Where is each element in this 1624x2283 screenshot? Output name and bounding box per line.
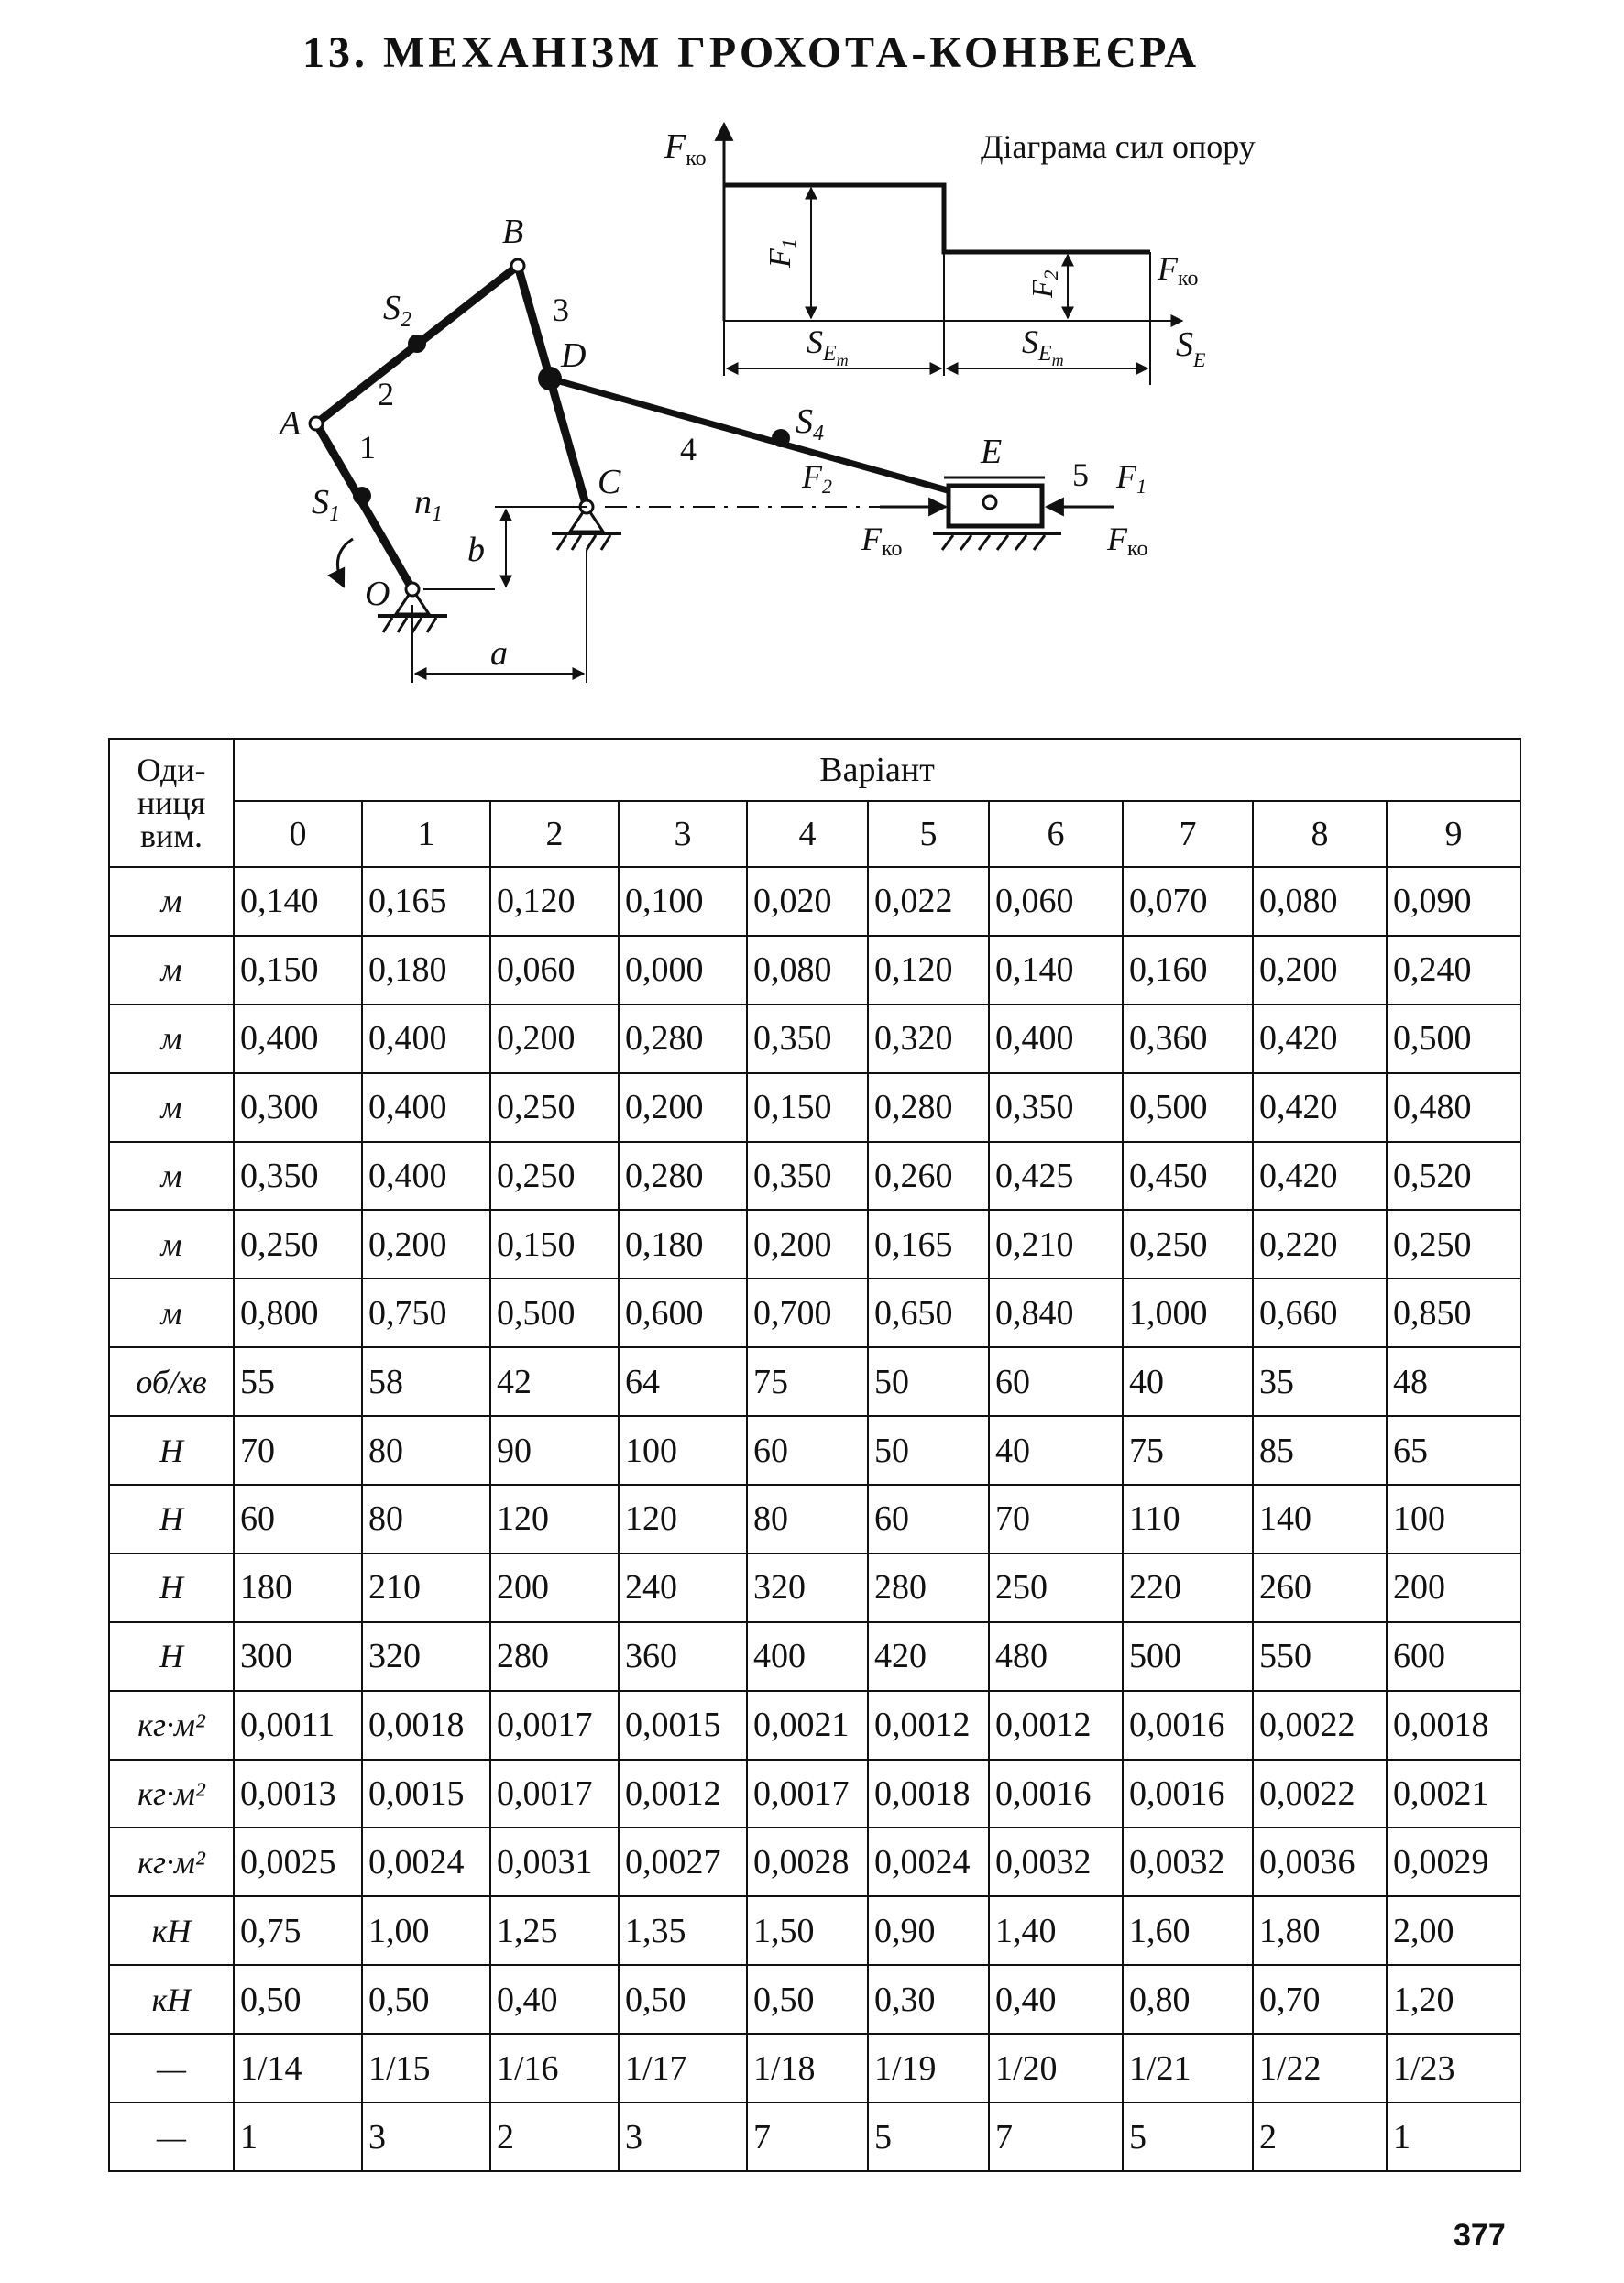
value-cell: 0,0028: [747, 1827, 868, 1896]
value-cell: 0,0032: [989, 1827, 1123, 1896]
value-cell: 0,50: [362, 1965, 490, 2034]
value-cell: 300: [234, 1622, 362, 1691]
value-cell: 1,80: [1253, 1896, 1387, 1965]
unit-cell: м: [109, 1279, 234, 1347]
variants-table: [108, 738, 1521, 2172]
value-cell: 550: [1253, 1622, 1387, 1691]
value-cell: 0,200: [1253, 936, 1387, 1004]
value-cell: 0,280: [619, 1004, 747, 1073]
table-row: [109, 1553, 1520, 1622]
unit-cell: кН: [109, 1965, 234, 2034]
unit-cell: кг·м²: [109, 1827, 234, 1896]
value-cell: 220: [1123, 1553, 1253, 1622]
value-cell: 0,70: [1253, 1965, 1387, 2034]
value-cell: 0,0015: [619, 1691, 747, 1760]
value-cell: 1,20: [1387, 1965, 1520, 2034]
value-cell: 250: [989, 1553, 1123, 1622]
value-cell: 3: [362, 2102, 490, 2171]
value-cell: 0,0018: [1387, 1691, 1520, 1760]
value-cell: 0,060: [490, 936, 619, 1004]
mass-center-S2: [408, 335, 426, 353]
label-link-3: 3: [553, 291, 569, 328]
unit-cell: м: [109, 867, 234, 936]
value-cell: 0,520: [1387, 1142, 1520, 1211]
value-cell: 60: [868, 1485, 989, 1553]
value-cell: 0,250: [1387, 1210, 1520, 1279]
value-cell: 0,400: [989, 1004, 1123, 1073]
value-cell: 0,0036: [1253, 1827, 1387, 1896]
value-cell: 0,320: [868, 1004, 989, 1073]
value-cell: 0,800: [234, 1279, 362, 1347]
value-cell: 65: [1387, 1416, 1520, 1485]
column-header: 0: [234, 801, 362, 867]
value-cell: 0,022: [868, 867, 989, 936]
value-cell: 0,0022: [1253, 1691, 1387, 1760]
value-cell: 500: [1123, 1622, 1253, 1691]
value-cell: 1/14: [234, 2034, 362, 2102]
value-cell: 0,0025: [234, 1827, 362, 1896]
value-cell: 1,00: [362, 1896, 490, 1965]
value-cell: 0,300: [234, 1073, 362, 1142]
value-cell: 260: [1253, 1553, 1387, 1622]
value-cell: 0,90: [868, 1896, 989, 1965]
column-header: 8: [1253, 801, 1387, 867]
value-cell: 60: [989, 1347, 1123, 1416]
table-row: [109, 936, 1520, 1004]
value-cell: 480: [989, 1622, 1123, 1691]
joint-A: [310, 417, 323, 430]
value-cell: 0,420: [1253, 1142, 1387, 1211]
value-cell: 0,000: [619, 936, 747, 1004]
value-cell: 2: [1253, 2102, 1387, 2171]
unit-cell: Н: [109, 1622, 234, 1691]
value-cell: 420: [868, 1622, 989, 1691]
mass-center-S4: [772, 429, 790, 447]
value-cell: 50: [868, 1347, 989, 1416]
label-slider-Fko-right: Fко: [1107, 521, 1148, 561]
value-cell: 1/21: [1123, 2034, 1253, 2102]
stroke-label-2: $S_Em$: [1022, 324, 1064, 369]
value-cell: 60: [234, 1485, 362, 1553]
value-cell: 200: [1387, 1553, 1520, 1622]
value-cell: 0,0012: [989, 1691, 1123, 1760]
value-cell: 0,50: [747, 1965, 868, 2034]
column-header: 7: [1123, 801, 1253, 867]
label-D: D: [561, 336, 587, 375]
value-cell: 1,40: [989, 1896, 1123, 1965]
value-cell: 0,140: [234, 867, 362, 936]
value-cell: 0,0032: [1123, 1827, 1253, 1896]
value-cell: 0,0017: [747, 1760, 868, 1828]
value-cell: 1,25: [490, 1896, 619, 1965]
value-cell: 360: [619, 1622, 747, 1691]
value-cell: 1,000: [1123, 1279, 1253, 1347]
value-cell: 0,090: [1387, 867, 1520, 936]
value-cell: 0,425: [989, 1142, 1123, 1211]
table-row: [109, 1142, 1520, 1211]
label-E: E: [981, 433, 1003, 471]
value-cell: 0,250: [490, 1142, 619, 1211]
value-cell: 0,50: [619, 1965, 747, 2034]
unit-cell: об/хв: [109, 1347, 234, 1416]
table-row: [109, 1279, 1520, 1347]
value-cell: 0,400: [362, 1142, 490, 1211]
value-cell: 0,200: [362, 1210, 490, 1279]
value-cell: 0,0013: [234, 1760, 362, 1828]
value-cell: 0,840: [989, 1279, 1123, 1347]
unit-cell: м: [109, 1210, 234, 1279]
value-cell: 0,060: [989, 867, 1123, 936]
label-link-1: 1: [359, 429, 376, 466]
column-header: 1: [362, 801, 490, 867]
label-B: B: [502, 213, 524, 251]
value-cell: 0,100: [619, 867, 747, 936]
value-cell: 0,150: [234, 936, 362, 1004]
unit-cell: м: [109, 1004, 234, 1073]
value-cell: 0,070: [1123, 867, 1253, 936]
value-cell: 0,750: [362, 1279, 490, 1347]
value-cell: 1/18: [747, 2034, 868, 2102]
value-cell: 2: [490, 2102, 619, 2171]
value-cell: 55: [234, 1347, 362, 1416]
variant-header: Варіант: [234, 739, 1520, 801]
table-row: [109, 1965, 1520, 2034]
value-cell: 0,420: [1253, 1073, 1387, 1142]
value-cell: 48: [1387, 1347, 1520, 1416]
column-header-row: [109, 801, 1520, 867]
value-cell: 1: [1387, 2102, 1520, 2171]
label-n1: $n_1$: [414, 483, 443, 526]
value-cell: 0,0016: [989, 1760, 1123, 1828]
value-cell: 35: [1253, 1347, 1387, 1416]
value-cell: 100: [1387, 1485, 1520, 1553]
value-cell: 0,180: [362, 936, 490, 1004]
value-cell: 1,35: [619, 1896, 747, 1965]
value-cell: 80: [362, 1416, 490, 1485]
value-cell: 0,280: [868, 1073, 989, 1142]
value-cell: 0,0031: [490, 1827, 619, 1896]
value-cell: 1/19: [868, 2034, 989, 2102]
column-header: 9: [1387, 801, 1520, 867]
value-cell: 3: [619, 2102, 747, 2171]
value-cell: 0,400: [362, 1004, 490, 1073]
value-cell: 1/17: [619, 2034, 747, 2102]
value-cell: 280: [490, 1622, 619, 1691]
table-row: [109, 867, 1520, 936]
value-cell: 0,250: [1123, 1210, 1253, 1279]
value-cell: 0,250: [490, 1073, 619, 1142]
value-cell: 0,450: [1123, 1142, 1253, 1211]
table-row: [109, 1485, 1520, 1553]
value-cell: 120: [619, 1485, 747, 1553]
value-cell: 0,280: [619, 1142, 747, 1211]
value-cell: 0,50: [234, 1965, 362, 2034]
value-cell: 0,150: [490, 1210, 619, 1279]
value-cell: 0,080: [1253, 867, 1387, 936]
value-cell: 0,0012: [619, 1760, 747, 1828]
value-cell: 140: [1253, 1485, 1387, 1553]
value-cell: 7: [747, 2102, 868, 2171]
value-cell: 0,500: [490, 1279, 619, 1347]
value-cell: 0,350: [234, 1142, 362, 1211]
value-cell: 0,200: [619, 1073, 747, 1142]
column-header: 4: [747, 801, 868, 867]
table-body: [109, 867, 1520, 2171]
table-row: [109, 1622, 1520, 1691]
value-cell: 1/22: [1253, 2034, 1387, 2102]
value-cell: 110: [1123, 1485, 1253, 1553]
value-cell: 0,360: [1123, 1004, 1253, 1073]
label-slider-F2: F2: [802, 458, 832, 498]
table-row: [109, 1760, 1520, 1828]
value-cell: 5: [868, 2102, 989, 2171]
label-S2: $S_2$: [383, 289, 411, 332]
table-row: [109, 1347, 1520, 1416]
unit-cell: кг·м²: [109, 1760, 234, 1828]
value-cell: 70: [989, 1485, 1123, 1553]
unit-cell: Н: [109, 1553, 234, 1622]
label-slider-Fko-left: Fко: [861, 521, 903, 561]
value-cell: 50: [868, 1416, 989, 1485]
value-cell: 0,150: [747, 1073, 868, 1142]
value-cell: 90: [490, 1416, 619, 1485]
table-row: [109, 1004, 1520, 1073]
value-cell: 0,480: [1387, 1073, 1520, 1142]
label-A: A: [280, 404, 302, 443]
label-link-4: 4: [680, 431, 697, 467]
value-cell: 0,850: [1387, 1279, 1520, 1347]
value-cell: 0,80: [1123, 1965, 1253, 2034]
value-cell: 0,660: [1253, 1279, 1387, 1347]
value-cell: 0,40: [989, 1965, 1123, 2034]
unit-cell: Н: [109, 1416, 234, 1485]
value-cell: 100: [619, 1416, 747, 1485]
value-cell: 600: [1387, 1622, 1520, 1691]
value-cell: 0,0018: [362, 1691, 490, 1760]
mechanism-diagram: [0, 0, 1624, 715]
joint-B: [511, 259, 524, 272]
value-cell: 0,0024: [362, 1827, 490, 1896]
value-cell: 0,420: [1253, 1004, 1387, 1073]
value-cell: 0,0012: [868, 1691, 989, 1760]
value-cell: 0,500: [1387, 1004, 1520, 1073]
value-cell: 75: [747, 1347, 868, 1416]
value-cell: 60: [747, 1416, 868, 1485]
value-cell: 0,160: [1123, 936, 1253, 1004]
value-cell: 40: [1123, 1347, 1253, 1416]
value-cell: 0,165: [868, 1210, 989, 1279]
value-cell: 0,120: [490, 867, 619, 936]
value-cell: 0,350: [747, 1004, 868, 1073]
value-cell: 0,0029: [1387, 1827, 1520, 1896]
value-cell: 85: [1253, 1416, 1387, 1485]
F1-label: F1: [763, 238, 800, 268]
value-cell: 1: [234, 2102, 362, 2171]
unit-cell: м: [109, 1073, 234, 1142]
F2-label: F2: [1026, 269, 1062, 298]
value-cell: 80: [362, 1485, 490, 1553]
value-cell: 1,60: [1123, 1896, 1253, 1965]
value-cell: 1,50: [747, 1896, 868, 1965]
value-cell: 0,0016: [1123, 1760, 1253, 1828]
value-cell: 0,0027: [619, 1827, 747, 1896]
value-cell: 0,165: [362, 867, 490, 936]
value-cell: 1/20: [989, 2034, 1123, 2102]
column-header: 2: [490, 801, 619, 867]
unit-cell: м: [109, 936, 234, 1004]
value-cell: 0,080: [747, 936, 868, 1004]
value-cell: 0,75: [234, 1896, 362, 1965]
table-row: [109, 1691, 1520, 1760]
mass-center-S1: [353, 487, 371, 505]
value-cell: 0,0024: [868, 1827, 989, 1896]
page-number: 377: [1454, 2218, 1506, 2253]
value-cell: 0,400: [362, 1073, 490, 1142]
table-row: [109, 1416, 1520, 1485]
unit-cell: кН: [109, 1896, 234, 1965]
value-cell: 1/15: [362, 2034, 490, 2102]
value-cell: 0,200: [490, 1004, 619, 1073]
value-cell: 0,240: [1387, 936, 1520, 1004]
table-row: [109, 2034, 1520, 2102]
column-header: 6: [989, 801, 1123, 867]
table-row: [109, 1210, 1520, 1279]
value-cell: 0,650: [868, 1279, 989, 1347]
stroke-axis-label: $S_E$: [1176, 325, 1206, 371]
value-cell: 180: [234, 1553, 362, 1622]
value-cell: 0,140: [989, 936, 1123, 1004]
force-axis-label: $F_{ко}$: [664, 127, 707, 170]
value-cell: 0,220: [1253, 1210, 1387, 1279]
value-cell: 240: [619, 1553, 747, 1622]
label-b: b: [467, 531, 485, 569]
value-cell: 0,0021: [747, 1691, 868, 1760]
value-cell: 80: [747, 1485, 868, 1553]
label-S4: $S_4$: [796, 402, 824, 445]
value-cell: 320: [747, 1553, 868, 1622]
value-cell: 70: [234, 1416, 362, 1485]
support-C: [552, 500, 621, 550]
rotation-arrow: [337, 539, 353, 587]
label-slider-F1: F1: [1116, 458, 1147, 498]
value-cell: 200: [490, 1553, 619, 1622]
value-cell: 210: [362, 1553, 490, 1622]
value-cell: 2,00: [1387, 1896, 1520, 1965]
value-cell: 1/23: [1387, 2034, 1520, 2102]
label-link-2: 2: [378, 376, 394, 412]
value-cell: 0,400: [234, 1004, 362, 1073]
value-cell: 0,0017: [490, 1691, 619, 1760]
value-cell: 0,0022: [1253, 1760, 1387, 1828]
value-cell: 280: [868, 1553, 989, 1622]
unit-cell: кг·м²: [109, 1691, 234, 1760]
value-cell: 0,0016: [1123, 1691, 1253, 1760]
value-cell: 42: [490, 1347, 619, 1416]
table-row: [109, 1827, 1520, 1896]
value-cell: 0,600: [619, 1279, 747, 1347]
value-cell: 0,500: [1123, 1073, 1253, 1142]
value-cell: 64: [619, 1347, 747, 1416]
value-cell: 0,0021: [1387, 1760, 1520, 1828]
value-cell: 120: [490, 1485, 619, 1553]
value-cell: 75: [1123, 1416, 1253, 1485]
unit-cell: Н: [109, 1485, 234, 1553]
unit-cell: м: [109, 1142, 234, 1211]
dimension-b: [423, 507, 587, 589]
value-cell: 0,200: [747, 1210, 868, 1279]
value-cell: 1/16: [490, 2034, 619, 2102]
joint-D: [538, 367, 562, 390]
value-cell: 7: [989, 2102, 1123, 2171]
value-cell: 320: [362, 1622, 490, 1691]
value-cell: 0,260: [868, 1142, 989, 1211]
value-cell: 40: [989, 1416, 1123, 1485]
force-diagram-title: Діаграма сил опору: [981, 128, 1256, 165]
stroke-label-1: $S_Em$: [807, 324, 849, 369]
value-cell: 0,30: [868, 1965, 989, 2034]
label-a: a: [490, 634, 508, 673]
value-cell: 0,0015: [362, 1760, 490, 1828]
label-S1: $S_1$: [312, 483, 340, 526]
table-row: [109, 1896, 1520, 1965]
value-cell: 0,0017: [490, 1760, 619, 1828]
value-cell: 400: [747, 1622, 868, 1691]
value-cell: 0,0011: [234, 1691, 362, 1760]
right-force-label: Fко: [1158, 250, 1199, 291]
label-link-5: 5: [1072, 456, 1089, 493]
label-C: C: [598, 463, 621, 501]
table-row: [109, 1073, 1520, 1142]
value-cell: 0,120: [868, 936, 989, 1004]
value-cell: 0,250: [234, 1210, 362, 1279]
value-cell: 58: [362, 1347, 490, 1416]
force-diagram: [664, 124, 1256, 385]
unit-cell: —: [109, 2034, 234, 2102]
page-title: 13. МЕХАНІЗМ ГРОХОТА-КОНВЕЄРА: [302, 28, 1201, 77]
value-cell: 5: [1123, 2102, 1253, 2171]
mechanism: [277, 213, 1147, 683]
label-O: O: [365, 575, 390, 613]
value-cell: 0,020: [747, 867, 868, 936]
value-cell: 0,210: [989, 1210, 1123, 1279]
table-row: [109, 2102, 1520, 2171]
column-header: 5: [868, 801, 989, 867]
value-cell: 0,350: [747, 1142, 868, 1211]
value-cell: 0,350: [989, 1073, 1123, 1142]
value-cell: 0,40: [490, 1965, 619, 2034]
value-cell: 0,700: [747, 1279, 868, 1347]
unit-cell: —: [109, 2102, 234, 2171]
value-cell: 0,0018: [868, 1760, 989, 1828]
column-header: 3: [619, 801, 747, 867]
value-cell: 0,180: [619, 1210, 747, 1279]
unit-header: Оди- ниця вим.: [109, 739, 234, 867]
